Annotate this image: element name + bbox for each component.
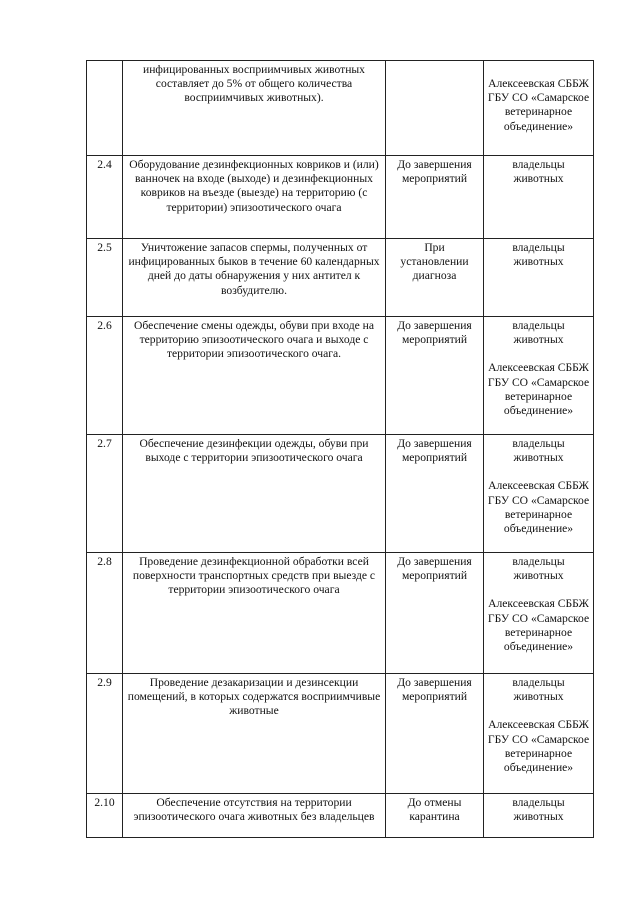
term-cell: До завершения мероприятий (386, 435, 484, 553)
action-cell: Обеспечение смены одежды, обуви при входе на территорию эпизоотического очага и выходе с территории эпизоотического очага. (123, 317, 386, 435)
responsible-cell (484, 239, 594, 317)
row-number: 2.6 (87, 317, 123, 435)
responsible-org: Алексеевская СББЖ ГБУ СО «Самарское ветеринарное объединение» (487, 597, 590, 654)
responsible-cell (484, 61, 594, 156)
responsible-org: Алексеевская СББЖ ГБУ СО «Самарское ветеринарное объединение» (487, 479, 590, 536)
responsible-owner: владельцы животных (512, 158, 565, 186)
responsible-owner: владельцы животных (512, 241, 565, 269)
row-number: 2.10 (87, 794, 123, 838)
responsible-owner: владельцы животных (512, 796, 565, 824)
row-number: 2.9 (87, 674, 123, 794)
responsible-cell (484, 156, 594, 239)
table-row (87, 435, 594, 553)
term-cell: При установлении диагноза (386, 239, 484, 317)
responsible-org: Алексеевская СББЖ ГБУ СО «Самарское ветеринарное объединение» (487, 77, 590, 133)
term-cell: До отмены карантина (386, 794, 484, 838)
responsible-cell (484, 435, 594, 553)
row-number: 2.7 (87, 435, 123, 553)
table-row (87, 239, 594, 317)
responsible-cell (484, 794, 594, 838)
responsible-cell (484, 317, 594, 435)
responsible-org: Алексеевская СББЖ ГБУ СО «Самарское ветеринарное объединение» (487, 718, 590, 775)
table-row (87, 553, 594, 674)
responsible-owner: владельцы животных (512, 676, 565, 704)
row-number: 2.5 (87, 239, 123, 317)
action-cell: Обеспечение отсутствия на территории эпизоотического очага животных без владельцев (123, 794, 386, 838)
row-number: 2.8 (87, 553, 123, 674)
action-cell: Обеспечение дезинфекции одежды, обуви при выходе с территории эпизоотического очага (123, 435, 386, 553)
term-cell (386, 61, 484, 156)
responsible-owner: владельцы животных (512, 437, 565, 465)
responsible-cell (484, 553, 594, 674)
responsible-org: Алексеевская СББЖ ГБУ СО «Самарское ветеринарное объединение» (487, 361, 590, 418)
action-cell: Уничтожение запасов спермы, полученных от инфицированных быков в течение 60 календарных дней до даты обнаружения у них антител к возбудителю. (123, 239, 386, 317)
measures-table (86, 60, 594, 838)
table-row (87, 794, 594, 838)
term-cell: До завершения мероприятий (386, 317, 484, 435)
table-row (87, 61, 594, 156)
responsible-owner: владельцы животных (512, 555, 565, 583)
action-cell: Проведение дезинфекционной обработки всей поверхности транспортных средств при выезде с территории эпизоотического очага (123, 553, 386, 674)
term-cell: До завершения мероприятий (386, 674, 484, 794)
table-row (87, 156, 594, 239)
term-cell: До завершения мероприятий (386, 156, 484, 239)
term-cell: До завершения мероприятий (386, 553, 484, 674)
action-cell: Оборудование дезинфекционных ковриков и (или) ванночек на входе (выходе) и дезинфекционных ковриков на въезде (выезде) на территорию (с территории) эпизоотического очага (123, 156, 386, 239)
action-cell: инфицированных восприимчивых животных составляет до 5% от общего количества восприимчивых животных). (123, 61, 386, 156)
table-row (87, 674, 594, 794)
responsible-cell (484, 674, 594, 794)
row-number: 2.4 (87, 156, 123, 239)
table-row (87, 317, 594, 435)
row-number (87, 61, 123, 156)
responsible-owner: владельцы животных (512, 319, 565, 347)
action-cell: Проведение дезакаризации и дезинсекции помещений, в которых содержатся восприимчивые животные (123, 674, 386, 794)
